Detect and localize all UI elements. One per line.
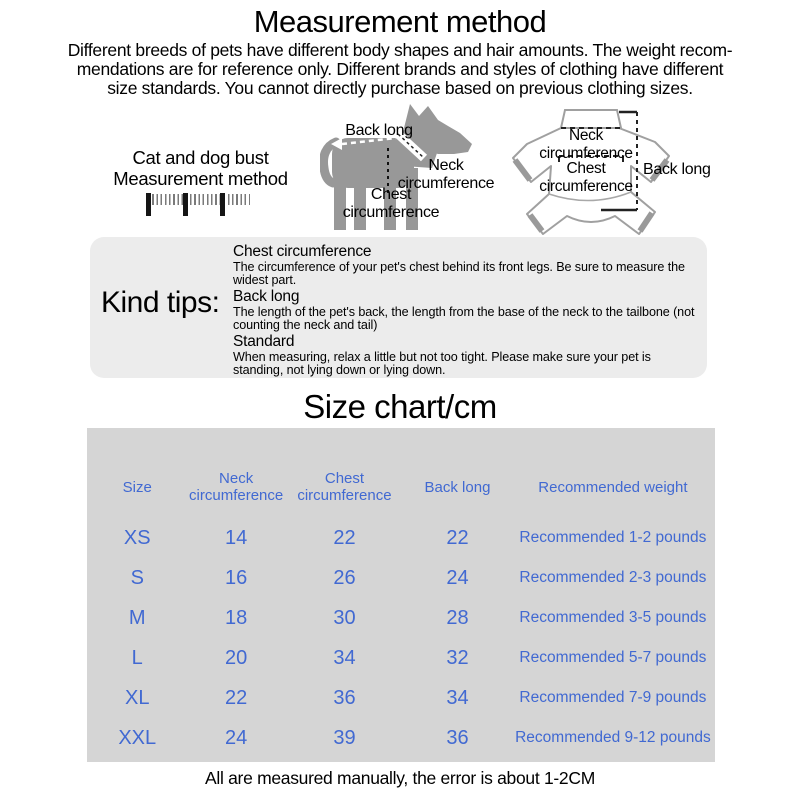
tip-body: When measuring, relax a little but not too tight. Please make sure your pet is standing, not lying down or lying down. bbox=[233, 349, 651, 378]
garment-neck-circumference-label: Neck circumference bbox=[539, 127, 633, 162]
cell-weight: Recommended 2-3 pounds bbox=[519, 569, 707, 586]
size-chart-table bbox=[87, 428, 715, 762]
cell-weight: Recommended 5-7 pounds bbox=[519, 649, 707, 666]
cell-back: 28 bbox=[446, 606, 469, 629]
ruler-bar bbox=[183, 193, 188, 216]
ruler-bar bbox=[146, 193, 151, 216]
table-row bbox=[87, 558, 715, 598]
table-row bbox=[87, 638, 715, 678]
ruler-bar bbox=[220, 193, 225, 216]
tip-body: The length of the pet's back, the length from the base of the neck to the tailbone (not counting the neck and tail) bbox=[233, 304, 695, 333]
caption-line: Cat and dog bust bbox=[132, 147, 269, 168]
cell-back: 24 bbox=[446, 566, 469, 589]
column-header-size: Size bbox=[122, 478, 152, 496]
cell-neck: 16 bbox=[225, 566, 248, 589]
cell-chest: 39 bbox=[333, 726, 356, 749]
column-header-back-long: Back long bbox=[424, 478, 491, 496]
tip-body: The circumference of your pet's chest behind its front legs. Be sure to measure the widest part. bbox=[233, 259, 685, 288]
intro-line: Different breeds of pets have different body shapes and hair amounts. The weight recom- bbox=[67, 40, 733, 60]
kind-tips-panel bbox=[90, 237, 707, 378]
cell-size: XS bbox=[123, 526, 151, 549]
tip-heading: Chest circumference bbox=[233, 243, 372, 260]
garment-chest-circumference-label: Chest circumference bbox=[539, 160, 633, 195]
size-chart-header-row bbox=[87, 456, 715, 518]
measurement-error-note: All are measured manually, the error is about 1-2CM bbox=[205, 768, 595, 788]
column-header-weight: Recommended weight bbox=[538, 478, 688, 496]
intro-line: size standards. You cannot directly purchase based on previous clothing sizes. bbox=[107, 78, 693, 98]
cell-size: S bbox=[130, 566, 144, 589]
kind-tips-content bbox=[233, 243, 697, 378]
cell-neck: 22 bbox=[225, 686, 248, 709]
cell-neck: 14 bbox=[225, 526, 248, 549]
tip-heading: Standard bbox=[233, 333, 295, 351]
cell-chest: 30 bbox=[333, 606, 356, 629]
page-title: Measurement method bbox=[253, 4, 547, 39]
cell-weight: Recommended 7-9 pounds bbox=[519, 689, 707, 706]
cell-chest: 34 bbox=[333, 646, 356, 669]
cell-weight: Recommended 9-12 pounds bbox=[515, 729, 711, 746]
table-row bbox=[87, 518, 715, 558]
ruler-icon bbox=[146, 193, 252, 217]
dog-neck-circumference-label: Neck circumference bbox=[397, 157, 495, 192]
cell-weight: Recommended 1-2 pounds bbox=[519, 529, 707, 546]
intro-paragraph bbox=[0, 41, 800, 98]
cell-weight: Recommended 3-5 pounds bbox=[519, 609, 707, 626]
cell-chest: 22 bbox=[333, 526, 356, 549]
table-row bbox=[87, 678, 715, 718]
ruler-ticks bbox=[148, 194, 250, 205]
column-header-chest: Chest circumference bbox=[297, 470, 392, 504]
bust-measurement-caption bbox=[103, 147, 298, 189]
cell-neck: 20 bbox=[225, 646, 248, 669]
caption-line: Measurement method bbox=[113, 168, 288, 189]
kind-tips-label: Kind tips: bbox=[101, 286, 220, 319]
cell-neck: 24 bbox=[225, 726, 248, 749]
cell-back: 36 bbox=[446, 726, 469, 749]
table-row bbox=[87, 718, 715, 758]
cell-size: L bbox=[131, 646, 143, 669]
dog-chest-circumference-label: Chest circumference bbox=[342, 186, 440, 221]
cell-neck: 18 bbox=[225, 606, 248, 629]
cell-size: XXL bbox=[118, 726, 157, 749]
size-chart-title: Size chart/cm bbox=[303, 388, 497, 425]
cell-size: XL bbox=[125, 686, 150, 709]
cell-size: M bbox=[128, 606, 146, 629]
table-row bbox=[87, 598, 715, 638]
cell-back: 32 bbox=[446, 646, 469, 669]
tip-heading: Back long bbox=[233, 288, 300, 306]
column-header-neck: Neck circumference bbox=[189, 470, 284, 504]
garment-back-long-label: Back long bbox=[643, 161, 711, 178]
cell-chest: 36 bbox=[333, 686, 356, 709]
dog-back-long-label: Back long bbox=[345, 122, 413, 139]
cell-chest: 26 bbox=[333, 566, 356, 589]
intro-line: mendations are for reference only. Different brands and styles of clothing have different bbox=[76, 59, 724, 79]
cell-back: 34 bbox=[446, 686, 469, 709]
cell-back: 22 bbox=[446, 526, 469, 549]
